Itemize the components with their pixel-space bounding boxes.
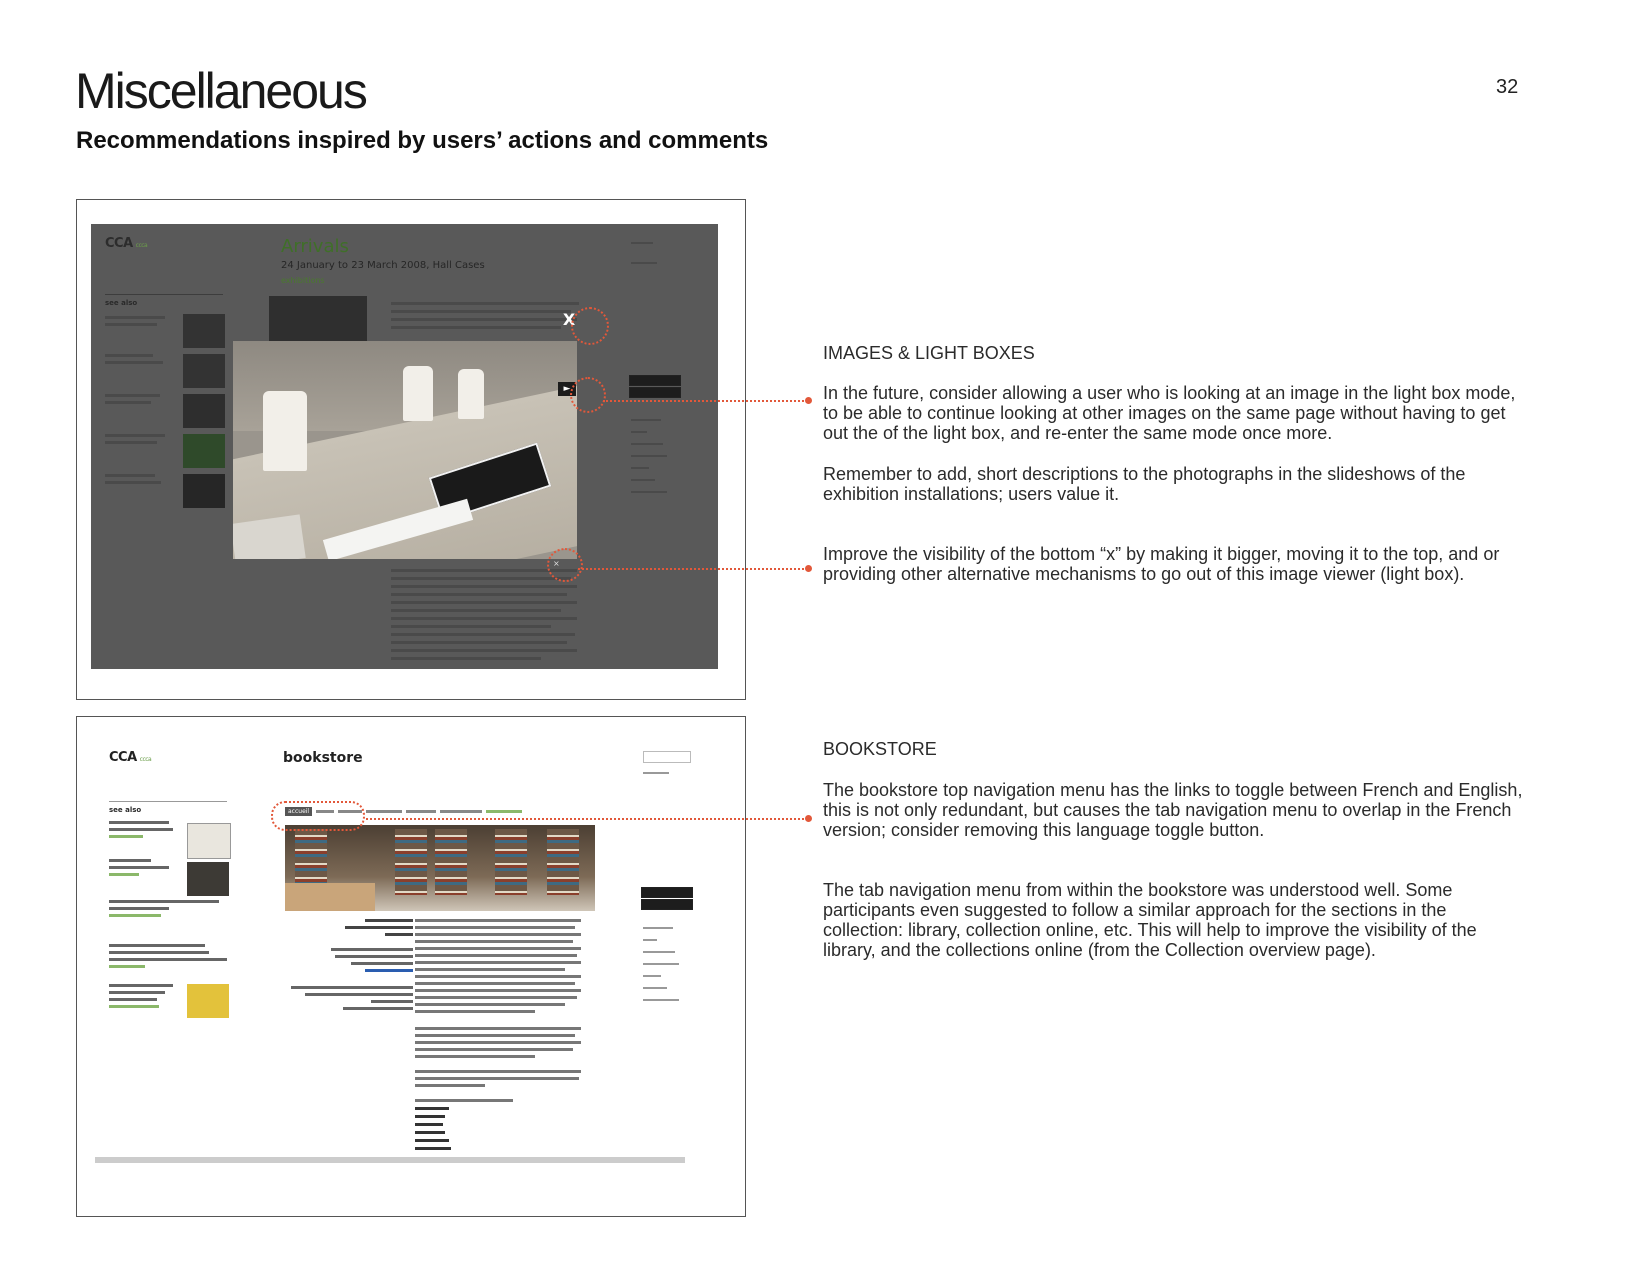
paper-object bbox=[233, 514, 306, 559]
callout-dot-language-toggle bbox=[805, 815, 812, 822]
callout-line-language-toggle bbox=[366, 818, 808, 820]
related-thumbnail[interactable] bbox=[187, 823, 231, 859]
lightbox-section-heading: IMAGES & LIGHT BOXES bbox=[823, 343, 1035, 363]
page-title: Miscellaneous bbox=[75, 63, 366, 119]
bookstore-note: The bookstore top navigation menu has the links to toggle between French and English, this is not only redundant, but causes the tab navigation menu to overlap in the French version; consider removing this language toggle button. bbox=[823, 780, 1523, 840]
exhibition-image[interactable] bbox=[269, 296, 367, 341]
chair-figure bbox=[403, 366, 433, 421]
chair-figure bbox=[263, 391, 307, 471]
related-thumbnail[interactable] bbox=[183, 434, 225, 468]
search-input[interactable] bbox=[643, 751, 691, 763]
exhibition-category-link[interactable]: exhibitions bbox=[281, 276, 325, 285]
bookstore-note: The tab navigation menu from within the bookstore was understood well. Some participants even suggested to follow a similar approach for the sections in the collection: library, collection online, etc. This will help to improve the visibility of the library, and the collections online (from the Collection overview page). bbox=[823, 880, 1477, 960]
language-toggle-callout-circle bbox=[271, 801, 365, 831]
sidebar-rule bbox=[105, 294, 223, 295]
related-thumbnail[interactable] bbox=[183, 354, 225, 388]
exhibition-title: Arrivals bbox=[281, 236, 349, 257]
bookstore-title: bookstore bbox=[283, 750, 363, 766]
lightbox-bottom-close-icon[interactable]: × bbox=[553, 559, 560, 568]
close-callout-circle bbox=[571, 307, 609, 345]
callout-line-bottom-x bbox=[578, 568, 808, 570]
tab-item[interactable] bbox=[406, 810, 436, 813]
bookstore-screenshot bbox=[76, 716, 746, 1217]
see-also-label: see also bbox=[105, 299, 138, 307]
page-subtitle: Recommendations inspired by users’ actions and comments bbox=[76, 127, 769, 154]
tab-item[interactable] bbox=[366, 810, 402, 813]
lightbox-screenshot bbox=[76, 199, 746, 700]
lightbox-note: In the future, consider allowing a user who is looking at an image in the light box mode, to be able to continue looking at other images on the same page without having to get out the of the light box, and re-enter the same mode once more. bbox=[823, 383, 1516, 443]
cca-logo: CCA ccca bbox=[105, 236, 148, 251]
page-number: 32 bbox=[1496, 76, 1519, 98]
nav-badge[interactable] bbox=[641, 899, 693, 910]
related-thumbnail[interactable] bbox=[183, 314, 225, 348]
bookstore-page bbox=[95, 737, 722, 1187]
related-thumbnail[interactable] bbox=[187, 984, 229, 1018]
bookstore-photo bbox=[285, 825, 595, 911]
tab-item[interactable] bbox=[486, 810, 522, 813]
bookstore-section-heading: BOOKSTORE bbox=[823, 739, 937, 759]
horizontal-scrollbar[interactable] bbox=[95, 1157, 685, 1163]
related-thumbnail[interactable] bbox=[183, 394, 225, 428]
lightbox-next-icon[interactable]: ► bbox=[558, 382, 576, 396]
next-callout-circle bbox=[570, 377, 606, 413]
lightbox-close-icon[interactable]: X bbox=[562, 310, 576, 329]
related-thumbnail[interactable] bbox=[187, 862, 229, 896]
nav-badge[interactable] bbox=[641, 887, 693, 898]
bottom-x-callout-circle bbox=[547, 548, 583, 582]
callout-dot-next bbox=[805, 397, 812, 404]
callout-line-next bbox=[603, 400, 808, 402]
cca-logo: CCA ccca bbox=[109, 750, 152, 765]
callout-dot-bottom-x bbox=[805, 565, 812, 572]
tab-accueil[interactable]: accueil bbox=[285, 807, 312, 816]
nav-badge[interactable] bbox=[629, 387, 681, 398]
nav-badge[interactable] bbox=[629, 375, 681, 386]
sidebar-rule bbox=[109, 801, 227, 802]
related-thumbnail[interactable] bbox=[183, 474, 225, 508]
see-also-label: see also bbox=[109, 806, 142, 814]
tab-item[interactable] bbox=[440, 810, 482, 813]
chair-figure bbox=[458, 369, 484, 419]
lightbox-image[interactable] bbox=[233, 341, 577, 559]
lightbox-note: Improve the visibility of the bottom “x” by making it bigger, moving it to the top, and or providing other alternative mechanisms to go out of this image viewer (light box). bbox=[823, 544, 1500, 584]
exhibition-dates: 24 January to 23 March 2008, Hall Cases bbox=[281, 260, 485, 271]
exhibition-page-overlay bbox=[91, 224, 718, 669]
lightbox-note: Remember to add, short descriptions to the photographs in the slideshows of the exhibition installations; users value it. bbox=[823, 464, 1466, 504]
